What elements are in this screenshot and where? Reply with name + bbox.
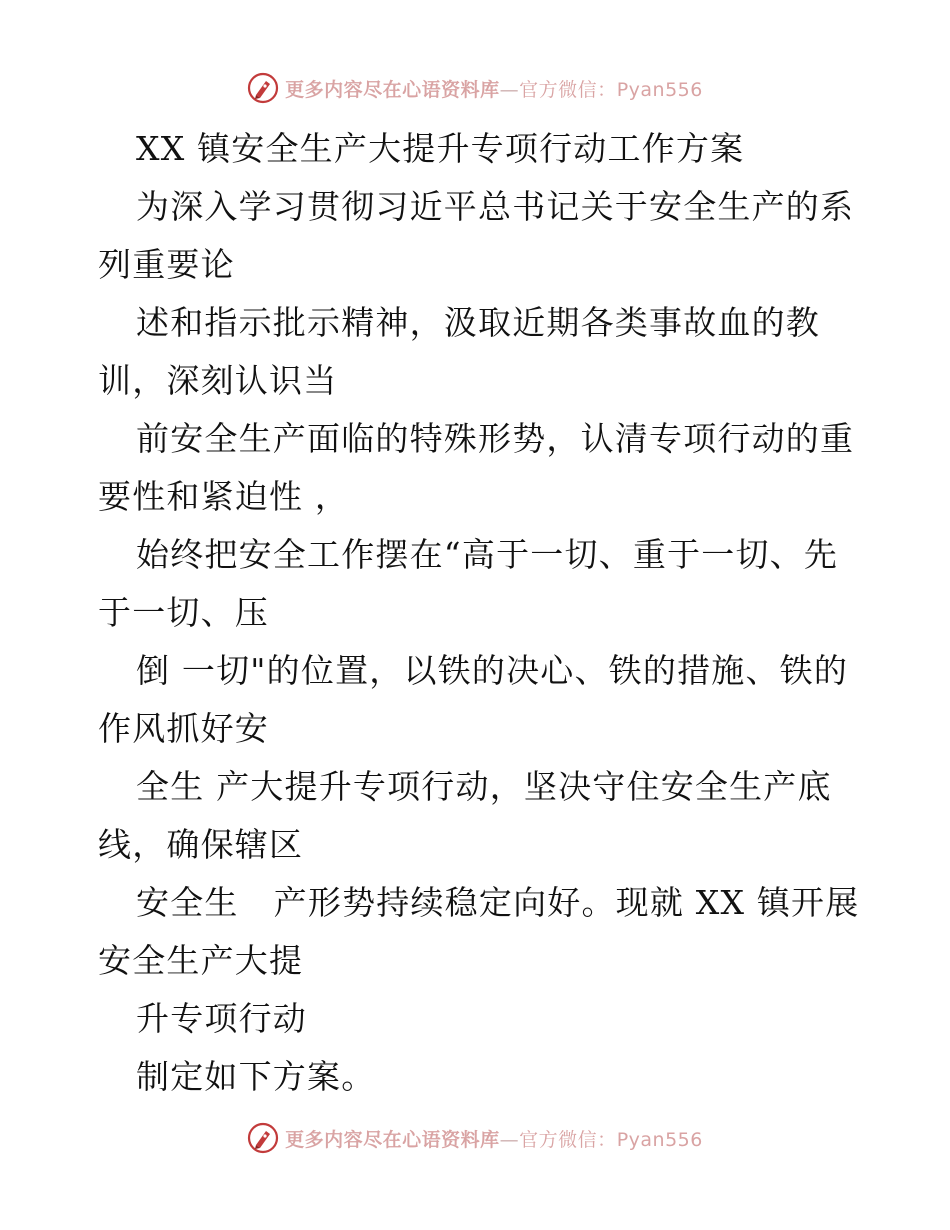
banner-wechat-id: Pyan556 xyxy=(616,78,703,101)
banner-wechat-label: 官方微信： xyxy=(519,78,617,101)
paragraph-line: 为深入学习贯彻习近平总书记关于安全生产的系 xyxy=(136,187,855,226)
document-body xyxy=(98,120,858,1106)
banner-text xyxy=(285,1125,703,1152)
paragraph-line: 线，确保辖区 xyxy=(98,825,304,864)
paragraph-line: 全生 产大提升专项行动，坚决守住安全生产底 xyxy=(136,767,832,806)
banner-separator: — xyxy=(499,1128,520,1151)
paragraph-line: XX 镇安全生产大提升专项行动工作方案 xyxy=(136,129,745,168)
paragraph-line: 述和指示批示精神，汲取近期各类事故血的教 xyxy=(136,303,820,342)
paragraph-line: 制定如下方案。 xyxy=(136,1057,376,1096)
paragraph-line: 列重要论 xyxy=(98,245,235,284)
banner-main-text: 更多内容尽在心语资料库 xyxy=(285,78,500,101)
banner-separator: — xyxy=(499,78,520,101)
paragraph-line: 作风抓好安 xyxy=(98,709,269,748)
paragraph-line: 安全生 产形势持续稳定向好。现就 XX 镇开展 xyxy=(136,883,860,922)
paragraph-line: 始终把安全工作摆在“高于一切、重于一切、先 xyxy=(136,535,839,574)
banner-wechat-label: 官方微信： xyxy=(519,1128,617,1151)
banner-main-text: 更多内容尽在心语资料库 xyxy=(285,1128,500,1151)
paragraph-line: 升专项行动 xyxy=(136,999,307,1038)
header-banner xyxy=(0,72,950,104)
pen-nib-logo-icon xyxy=(247,72,279,104)
paragraph-line: 安全生产大提 xyxy=(98,941,304,980)
paragraph-line: 于一切、压 xyxy=(98,593,269,632)
paragraph-line: 要性和紧迫性 ， xyxy=(98,477,350,516)
footer-banner xyxy=(0,1122,950,1154)
paragraph-line: 训，深刻认识当 xyxy=(98,361,338,400)
banner-text xyxy=(285,75,703,102)
pen-nib-logo-icon xyxy=(247,1122,279,1154)
paragraph-line: 倒 一切"的位置，以铁的决心、铁的措施、铁的 xyxy=(136,651,849,690)
banner-wechat-id: Pyan556 xyxy=(616,1128,703,1151)
paragraph-line: 前安全生产面临的特殊形势，认清专项行动的重 xyxy=(136,419,855,458)
